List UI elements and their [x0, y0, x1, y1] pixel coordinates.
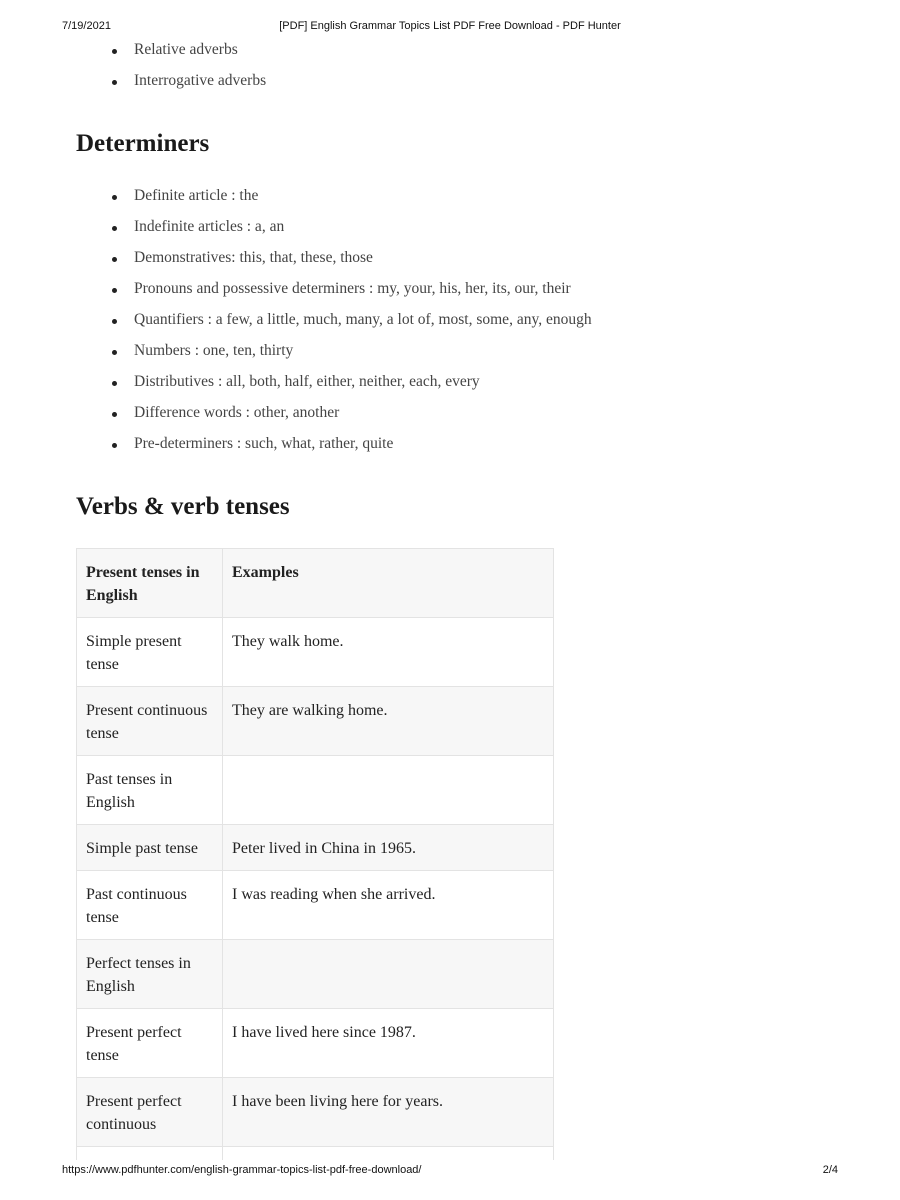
list-item: Pre-determiners : such, what, rather, quite: [110, 434, 592, 465]
list-item: Pronouns and possessive determiners : my, your, his, her, its, our, their: [110, 279, 592, 310]
example-cell: [223, 1147, 554, 1161]
list-item: Relative adverbs: [110, 40, 266, 71]
table-row: [77, 756, 554, 825]
table-row: [77, 1009, 554, 1078]
print-footer: [0, 1164, 900, 1180]
tense-cell: Past continuous tense: [77, 871, 223, 940]
example-cell: I was reading when she arrived.: [223, 871, 554, 940]
adverbs-list: [110, 40, 266, 102]
example-cell: They walk home.: [223, 618, 554, 687]
example-cell: I have lived here since 1987.: [223, 1009, 554, 1078]
print-url: https://www.pdfhunter.com/english-grammar-topics-list-pdf-free-download/: [62, 1164, 422, 1176]
table-row: [77, 618, 554, 687]
list-item: Distributives : all, both, half, either, neither, each, every: [110, 372, 592, 403]
tense-cell: Present continuous tense: [77, 687, 223, 756]
determiners-list: [110, 186, 592, 465]
print-title: [PDF] English Grammar Topics List PDF Free Download - PDF Hunter: [279, 20, 621, 32]
table-row: [77, 940, 554, 1009]
header-cell: Present tenses in English: [77, 549, 223, 618]
tense-cell: Present perfect tense: [77, 1009, 223, 1078]
table-row: [77, 687, 554, 756]
list-item: Numbers : one, ten, thirty: [110, 341, 592, 372]
verb-tenses-table: [76, 548, 554, 1160]
example-cell: I have been living here for years.: [223, 1078, 554, 1147]
table-row: [77, 825, 554, 871]
tense-cell: Present perfect continuous: [77, 1078, 223, 1147]
tense-cell: Perfect tenses in English: [77, 940, 223, 1009]
tense-cell: Past tenses in English: [77, 756, 223, 825]
tense-cell: [77, 1147, 223, 1161]
example-cell: [223, 756, 554, 825]
table-row: [77, 871, 554, 940]
example-cell: Peter lived in China in 1965.: [223, 825, 554, 871]
list-item: Indefinite articles : a, an: [110, 217, 592, 248]
print-date: 7/19/2021: [62, 20, 111, 32]
example-cell: [223, 940, 554, 1009]
tense-cell: Simple present tense: [77, 618, 223, 687]
list-item: Difference words : other, another: [110, 403, 592, 434]
list-item: Demonstratives: this, that, these, those: [110, 248, 592, 279]
tense-cell: Simple past tense: [77, 825, 223, 871]
table-row: [77, 1078, 554, 1147]
list-item: Quantifiers : a few, a little, much, many, a lot of, most, some, any, enough: [110, 310, 592, 341]
list-item: Interrogative adverbs: [110, 71, 266, 102]
table-header-row: [77, 549, 554, 618]
list-item: Definite article : the: [110, 186, 592, 217]
table-row: [77, 1147, 554, 1161]
example-cell: They are walking home.: [223, 687, 554, 756]
determiners-heading: Determiners: [76, 130, 210, 157]
verbs-heading: Verbs & verb tenses: [76, 493, 290, 520]
header-cell: Examples: [223, 549, 554, 618]
page-number: 2/4: [822, 1164, 838, 1176]
